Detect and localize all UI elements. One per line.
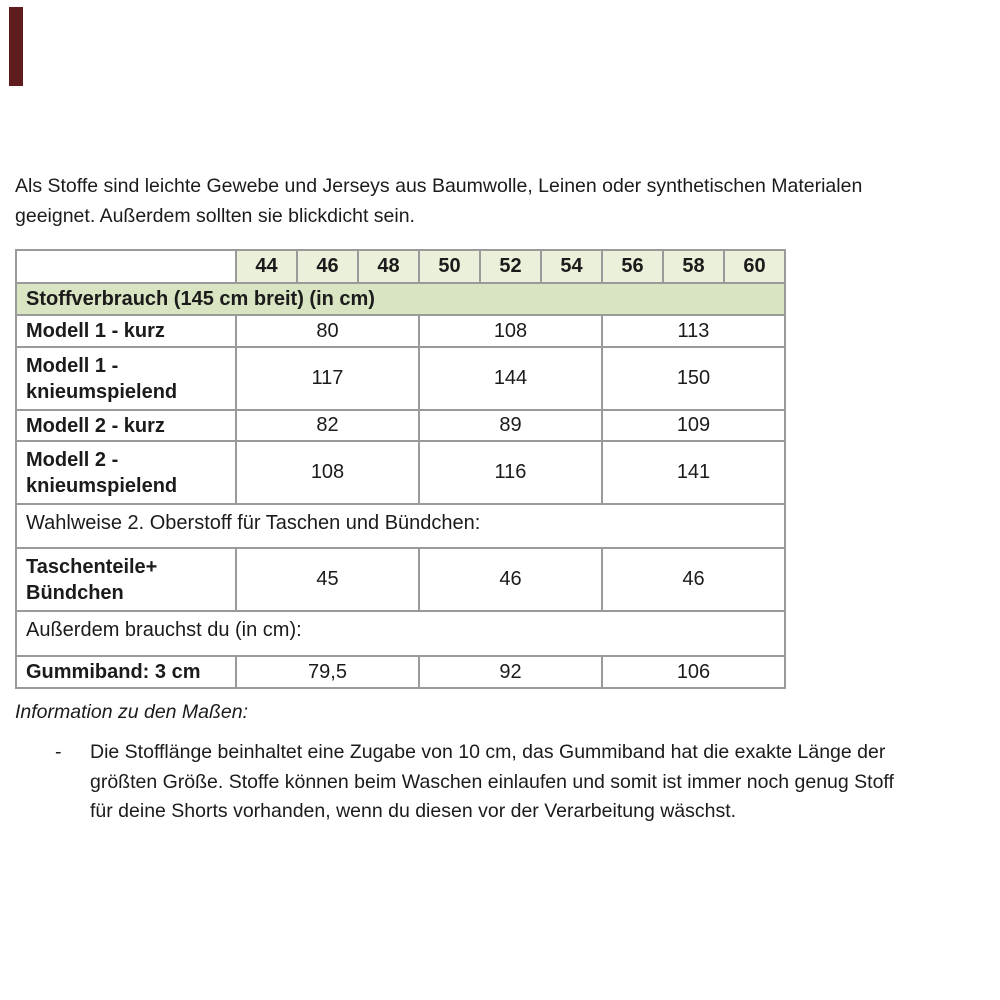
value-cell: 79,5 bbox=[236, 656, 419, 688]
table-row bbox=[16, 410, 785, 441]
value-cell: 144 bbox=[419, 347, 602, 410]
section-band-row bbox=[16, 283, 785, 315]
row-label: Modell 1 - knieumspielend bbox=[16, 347, 236, 410]
value-cell: 45 bbox=[236, 548, 419, 611]
bullet-marker: - bbox=[55, 741, 62, 763]
value-cell: 92 bbox=[419, 656, 602, 688]
section-header-fabric-consumption: Stoffverbrauch (145 cm breit) (in cm) bbox=[16, 283, 785, 315]
table-row bbox=[16, 315, 785, 347]
bullet-item bbox=[90, 738, 970, 827]
value-cell: 113 bbox=[602, 315, 785, 347]
intro-line: Als Stoffe sind leichte Gewebe und Jerseys aus Baumwolle, Leinen oder synthetischen Materialen bbox=[15, 175, 863, 197]
red-corner-mark bbox=[9, 7, 23, 86]
value-cell: 106 bbox=[602, 656, 785, 688]
value-cell: 46 bbox=[419, 548, 602, 611]
value-cell: 89 bbox=[419, 410, 602, 441]
value-cell: 108 bbox=[236, 441, 419, 504]
size-header-cell: 58 bbox=[663, 250, 724, 283]
fabric-requirements-table bbox=[15, 249, 786, 689]
empty-header-cell bbox=[16, 250, 236, 283]
size-header-cell: 52 bbox=[480, 250, 541, 283]
value-cell: 117 bbox=[236, 347, 419, 410]
size-header-cell: 50 bbox=[419, 250, 480, 283]
row-label: Taschenteile+ Bündchen bbox=[16, 548, 236, 611]
row-label: Gummiband: 3 cm bbox=[16, 656, 236, 688]
section-note-optional-fabric: Wahlweise 2. Oberstoff für Taschen und Bündchen: bbox=[16, 504, 785, 548]
bullet-line: größten Größe. Stoffe können beim Waschen einlaufen und somit ist immer noch genug Stoff bbox=[90, 770, 894, 793]
size-header-cell: 46 bbox=[297, 250, 358, 283]
size-header-cell: 54 bbox=[541, 250, 602, 283]
table-row bbox=[16, 656, 785, 688]
row-label: Modell 2 - kurz bbox=[16, 410, 236, 441]
value-cell: 46 bbox=[602, 548, 785, 611]
value-cell: 108 bbox=[419, 315, 602, 347]
value-cell: 116 bbox=[419, 441, 602, 504]
value-cell: 109 bbox=[602, 410, 785, 441]
value-cell: 141 bbox=[602, 441, 785, 504]
table-row bbox=[16, 548, 785, 611]
info-heading: Information zu den Maßen: bbox=[15, 701, 249, 723]
value-cell: 82 bbox=[236, 410, 419, 441]
size-header-cell: 44 bbox=[236, 250, 297, 283]
row-label: Modell 1 - kurz bbox=[16, 315, 236, 347]
size-header-cell: 60 bbox=[724, 250, 785, 283]
table-row bbox=[16, 441, 785, 504]
size-header-row bbox=[16, 250, 785, 283]
size-header-cell: 48 bbox=[358, 250, 419, 283]
value-cell: 80 bbox=[236, 315, 419, 347]
intro-paragraph bbox=[15, 171, 975, 231]
section-note-extras: Außerdem brauchst du (in cm): bbox=[16, 611, 785, 656]
bullet-line: für deine Shorts vorhanden, wenn du diesen vor der Verarbeitung wäschst. bbox=[90, 800, 737, 822]
section-note-row bbox=[16, 611, 785, 656]
intro-line: geeignet. Außerdem sollten sie blickdicht sein. bbox=[15, 205, 415, 227]
value-cell: 150 bbox=[602, 347, 785, 410]
row-label: Modell 2 - knieumspielend bbox=[16, 441, 236, 504]
table-row bbox=[16, 347, 785, 410]
size-header-cell: 56 bbox=[602, 250, 663, 283]
section-note-row bbox=[16, 504, 785, 548]
bullet-line: Die Stofflänge beinhaltet eine Zugabe von 10 cm, das Gummiband hat die exakte Länge der bbox=[90, 741, 886, 763]
